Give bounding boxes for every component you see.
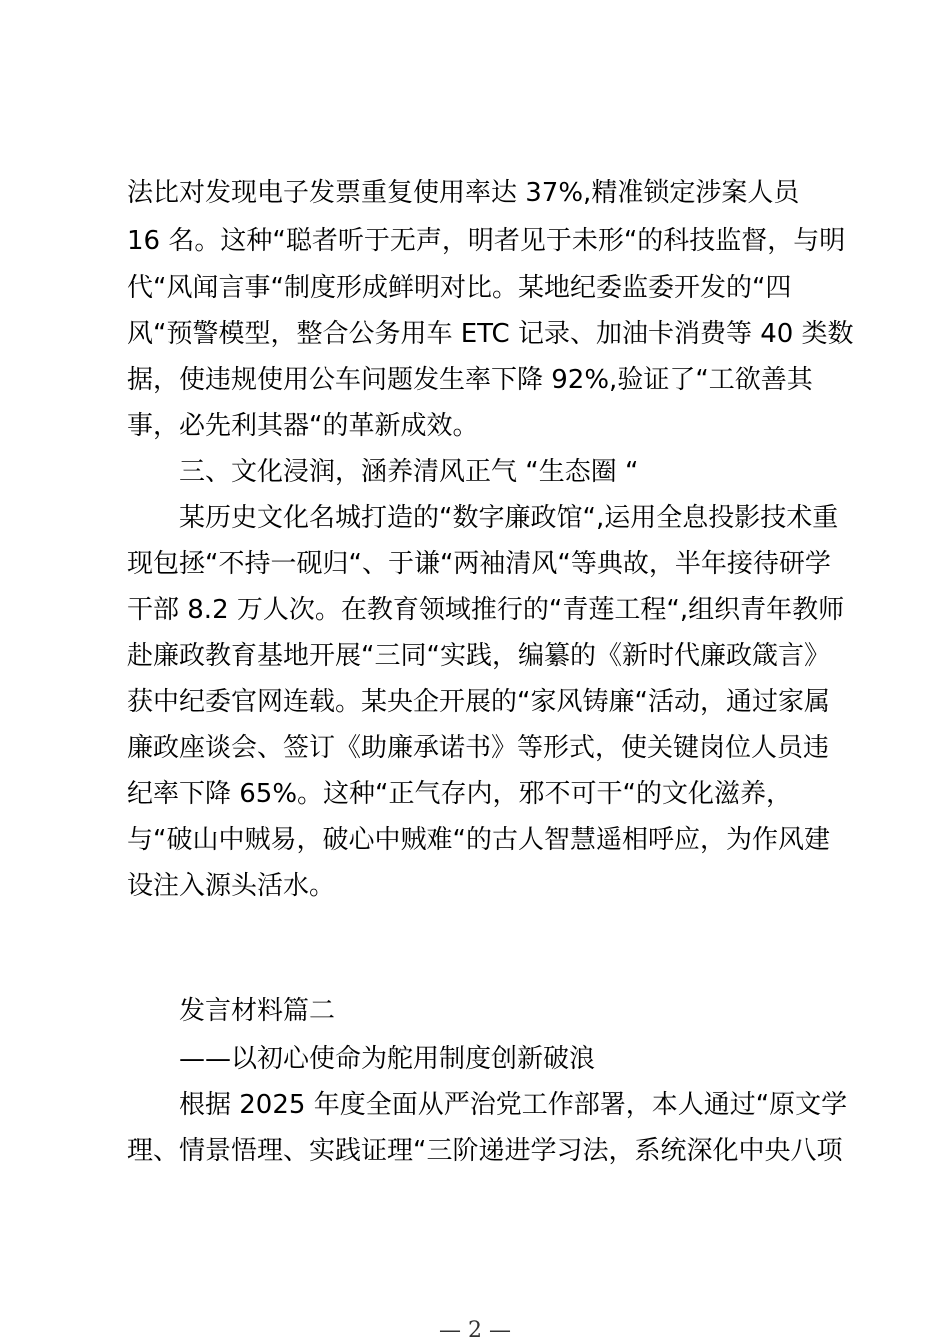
text-line: 获中纪委官网连载。某央企开展的“家风铸廉“活动，通过家属 — [127, 687, 830, 717]
section-title: 发言材料篇二 — [179, 996, 336, 1026]
text-line: 代“风闻言事“制度形成鲜明对比。某地纪委监委开发的“四 — [127, 273, 792, 303]
text-line: 与“破山中贼易，破心中贼难“的古人智慧遥相呼应，为作风建 — [127, 825, 830, 855]
text-line: 廉政座谈会、签订《助廉承诺书》等形式，使关键岗位人员违 — [127, 733, 830, 763]
text-line: 理、情景悟理、实践证理“三阶递进学习法，系统深化中央八项 — [127, 1136, 843, 1166]
text-line: 据，使违规使用公车问题发生率下降 92%,验证了“工欲善其 — [127, 365, 813, 395]
text-line: 赴廉政教育基地开展“三同“实践，编纂的《新时代廉政箴言》 — [127, 641, 830, 671]
text-line: 16 名。这种“聪者听于无声，明者见于未形“的科技监督，与明 — [127, 226, 846, 256]
text-line: 根据 2025 年度全面从严治党工作部署，本人通过“原文学 — [179, 1090, 848, 1120]
text-line: 设注入源头活水。 — [127, 871, 336, 901]
text-line: 风“预警模型，整合公务用车 ETC 记录、加油卡消费等 40 类数 — [127, 319, 854, 349]
text-line: 现包拯“不持一砚归“、于谦“两袖清风“等典故，半年接待研学 — [127, 549, 831, 579]
section-heading: 三、文化浸润，涵养清风正气 “生态圈 “ — [179, 457, 639, 487]
text-line: 干部 8.2 万人次。在教育领域推行的“青莲工程“,组织青年教师 — [127, 595, 845, 625]
section-subtitle: ——以初心使命为舵用制度创新破浪 — [179, 1044, 596, 1074]
text-line: 事，必先利其器“的革新成效。 — [127, 411, 479, 441]
page-number: — 2 — — [439, 1318, 511, 1343]
text-line: 某历史文化名城打造的“数字廉政馆“,运用全息投影技术重 — [179, 503, 839, 533]
text-line: 纪率下降 65%。这种“正气存内，邪不可干“的文化滋养， — [127, 779, 792, 809]
text-line: 法比对发现电子发票重复使用率达 37%,精准锁定涉案人员 — [127, 178, 800, 208]
